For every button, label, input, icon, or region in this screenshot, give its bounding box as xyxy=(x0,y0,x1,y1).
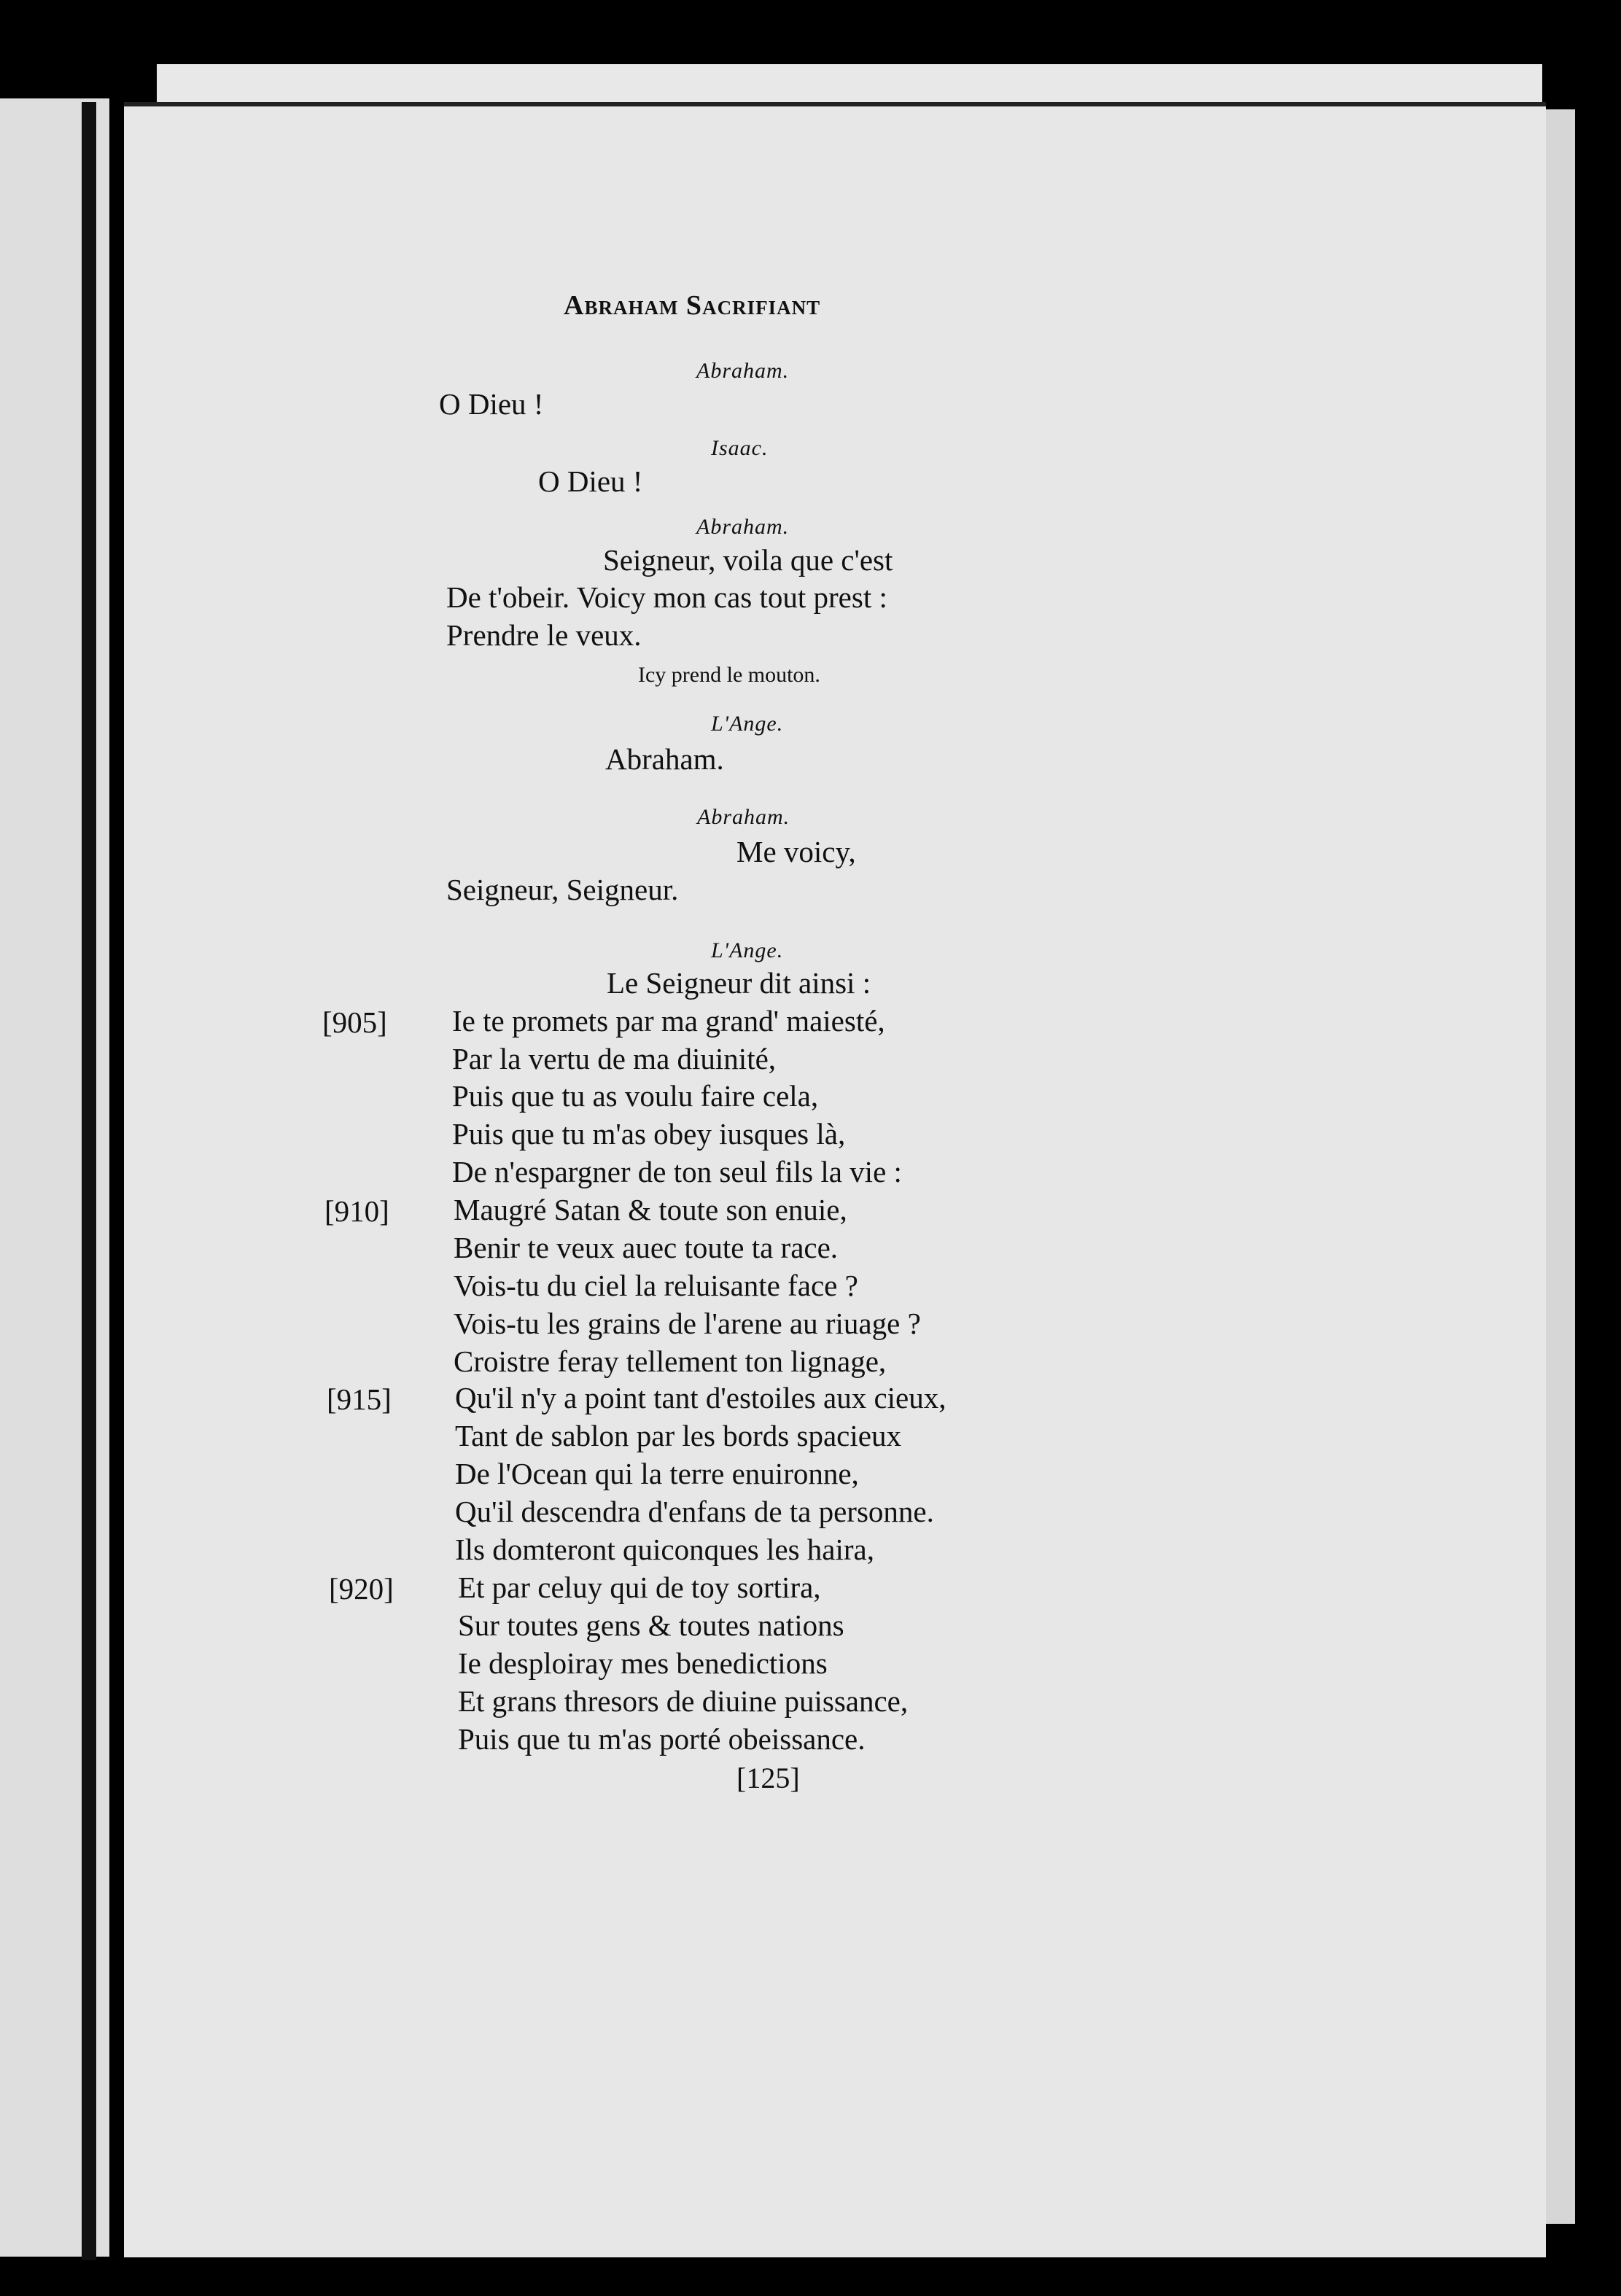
speaker-label: L'Ange. xyxy=(711,712,784,736)
line-number: [915] xyxy=(327,1382,392,1416)
verse-line: Vois-tu du ciel la reluisante face ? xyxy=(454,1269,858,1302)
speaker-label: Abraham. xyxy=(696,359,790,383)
speaker-label: L'Ange. xyxy=(711,938,784,962)
page-number: [125] xyxy=(736,1762,800,1794)
verse-line: Prendre le veux. xyxy=(446,618,642,652)
verse-line: Et grans thresors de diuine puissance, xyxy=(458,1684,909,1718)
book-spine-shadow xyxy=(82,102,96,2260)
verse-line: Vois-tu les grains de l'arene au riuage ? xyxy=(454,1307,921,1340)
speaker-label: Isaac. xyxy=(711,436,769,460)
verse-line: Tant de sablon par les bords spacieux xyxy=(455,1419,901,1452)
verse-line: Me voicy, xyxy=(736,835,856,868)
verse-line: Qu'il n'y a point tant d'estoiles aux cieux, xyxy=(455,1381,946,1414)
running-header: Abraham Sacrifiant xyxy=(564,290,821,321)
verse-line: Abraham. xyxy=(605,742,724,776)
line-number: [910] xyxy=(324,1194,389,1228)
verse-line: O Dieu ! xyxy=(439,387,544,421)
verse-line: De n'espargner de ton seul fils la vie : xyxy=(452,1155,902,1188)
page-top-edge xyxy=(157,64,1542,104)
verse-line: Puis que tu m'as obey iusques là, xyxy=(452,1117,846,1151)
verse-line: Seigneur, Seigneur. xyxy=(446,873,679,906)
verse-line: Qu'il descendra d'enfans de ta personne. xyxy=(455,1495,934,1528)
stage-direction: Icy prend le mouton. xyxy=(638,663,820,687)
verse-line: De l'Ocean qui la terre enuironne, xyxy=(455,1457,859,1490)
page-right-edge xyxy=(1546,109,1575,2224)
verse-line: Croistre feray tellement ton lignage, xyxy=(454,1344,887,1378)
verse-line: Le Seigneur dit ainsi : xyxy=(607,966,871,1000)
speaker-label: Abraham. xyxy=(697,805,790,829)
verse-line: Puis que tu m'as porté obeissance. xyxy=(458,1722,866,1756)
verse-line: Ie te promets par ma grand' maiesté, xyxy=(452,1004,885,1038)
verse-line: De t'obeir. Voicy mon cas tout prest : xyxy=(446,580,887,614)
book-page xyxy=(124,102,1546,2257)
verse-line: Ie desploiray mes benedictions xyxy=(458,1646,828,1680)
verse-line: Seigneur, voila que c'est xyxy=(603,543,893,577)
verse-line: Puis que tu as voulu faire cela, xyxy=(452,1079,819,1113)
verse-line: Sur toutes gens & toutes nations xyxy=(458,1608,844,1642)
verse-line: O Dieu ! xyxy=(538,464,643,498)
verse-line: Ils domteront quiconques les haira, xyxy=(455,1533,875,1566)
verse-line: Et par celuy qui de toy sortira, xyxy=(458,1571,821,1604)
verse-line: Benir te veux auec toute ta race. xyxy=(454,1231,839,1264)
line-number: [905] xyxy=(322,1005,387,1039)
verse-line: Maugré Satan & toute son enuie, xyxy=(454,1193,847,1226)
verse-line: Par la vertu de ma diuinité, xyxy=(452,1042,777,1075)
line-number: [920] xyxy=(329,1572,394,1606)
speaker-label: Abraham. xyxy=(696,515,790,539)
